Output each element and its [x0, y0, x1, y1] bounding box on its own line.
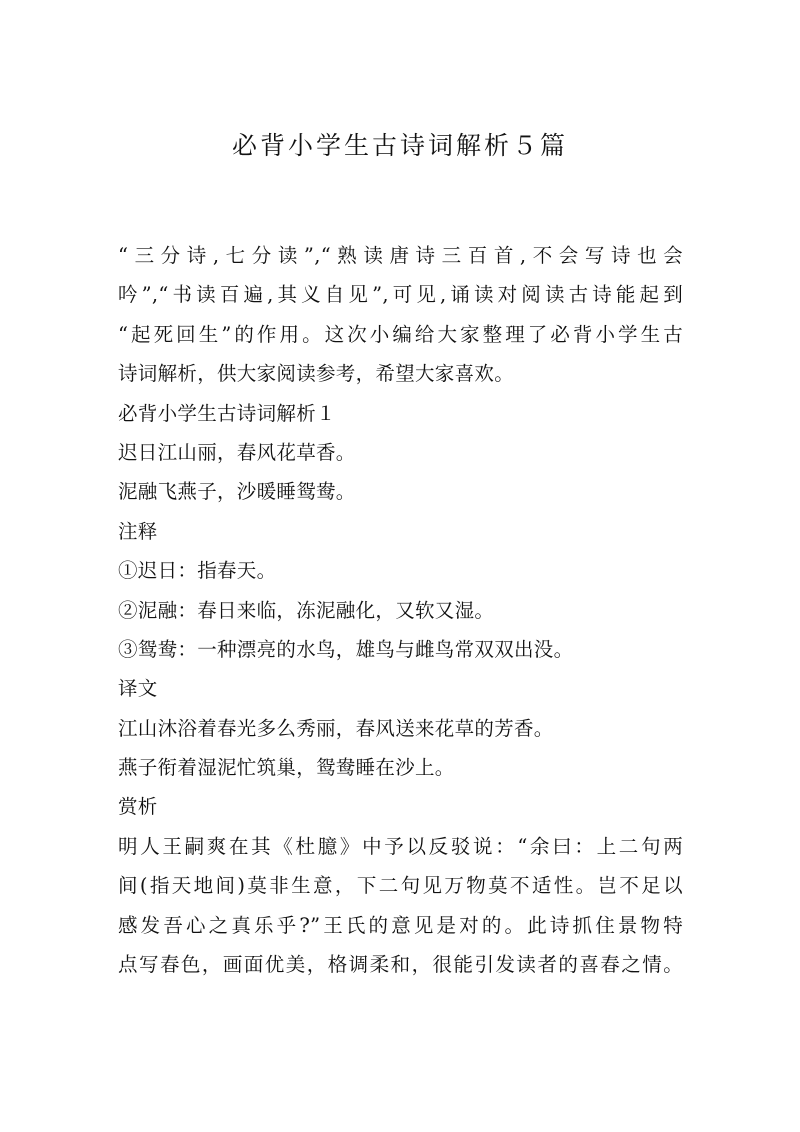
appreciation-line: 感发吾心之真乐乎?”王氏的意见是对的。此诗抓住景物特 — [118, 913, 683, 937]
note-item: ③鸳鸯：一种漂亮的水鸟，雄鸟与雌鸟常双双出没。 — [118, 637, 574, 661]
section-heading: 必背小学生古诗词解析１ — [118, 401, 336, 425]
translation-line: 江山沐浴着春光多么秀丽，春风送来花草的芳香。 — [118, 716, 554, 740]
poem — [118, 433, 683, 512]
translation-heading: 译文 — [118, 677, 158, 701]
intro-line: “三分诗,七分读”,“熟读唐诗三百首,不会写诗也会 — [118, 244, 683, 267]
poem-line: 泥融飞燕子，沙暖睡鸳鸯。 — [118, 480, 356, 504]
note-item: ②泥融：春日来临，冻泥融化，又软又湿。 — [118, 598, 495, 622]
intro-line: 吟”,“书读百遍,其义自见”,可见,诵读对阅读古诗能起到 — [118, 283, 683, 307]
poem-line: 迟日江山丽，春风花草香。 — [118, 440, 356, 464]
appreciation-line: 点写春色，画面优美，格调柔和，很能引发读者的喜春之情。 — [118, 953, 683, 977]
note-item: ①迟日：指春天。 — [118, 559, 277, 583]
appreciation-line: 明人王嗣爽在其《杜臆》中予以反驳说：“余曰：上二句两 — [118, 834, 683, 858]
intro-paragraph — [118, 236, 683, 394]
page-title: 必背小学生古诗词解析５篇 — [231, 131, 568, 160]
document-body — [118, 236, 683, 984]
appreciation-heading: 赏析 — [118, 795, 158, 819]
notes-list — [118, 551, 683, 669]
notes-heading: 注释 — [118, 519, 158, 543]
intro-line: “起死回生”的作用。这次小编给大家整理了必背小学生古 — [118, 322, 683, 346]
intro-line: 诗词解析，供大家阅读参考，希望大家喜欢。 — [118, 362, 515, 386]
translation-line: 燕子衔着湿泥忙筑巢，鸳鸯睡在沙上。 — [118, 756, 455, 780]
appreciation-paragraph — [118, 827, 683, 985]
translation — [118, 709, 683, 788]
appreciation-line: 间(指天地间)莫非生意，下二句见万物莫不适性。岂不足以 — [118, 874, 683, 898]
